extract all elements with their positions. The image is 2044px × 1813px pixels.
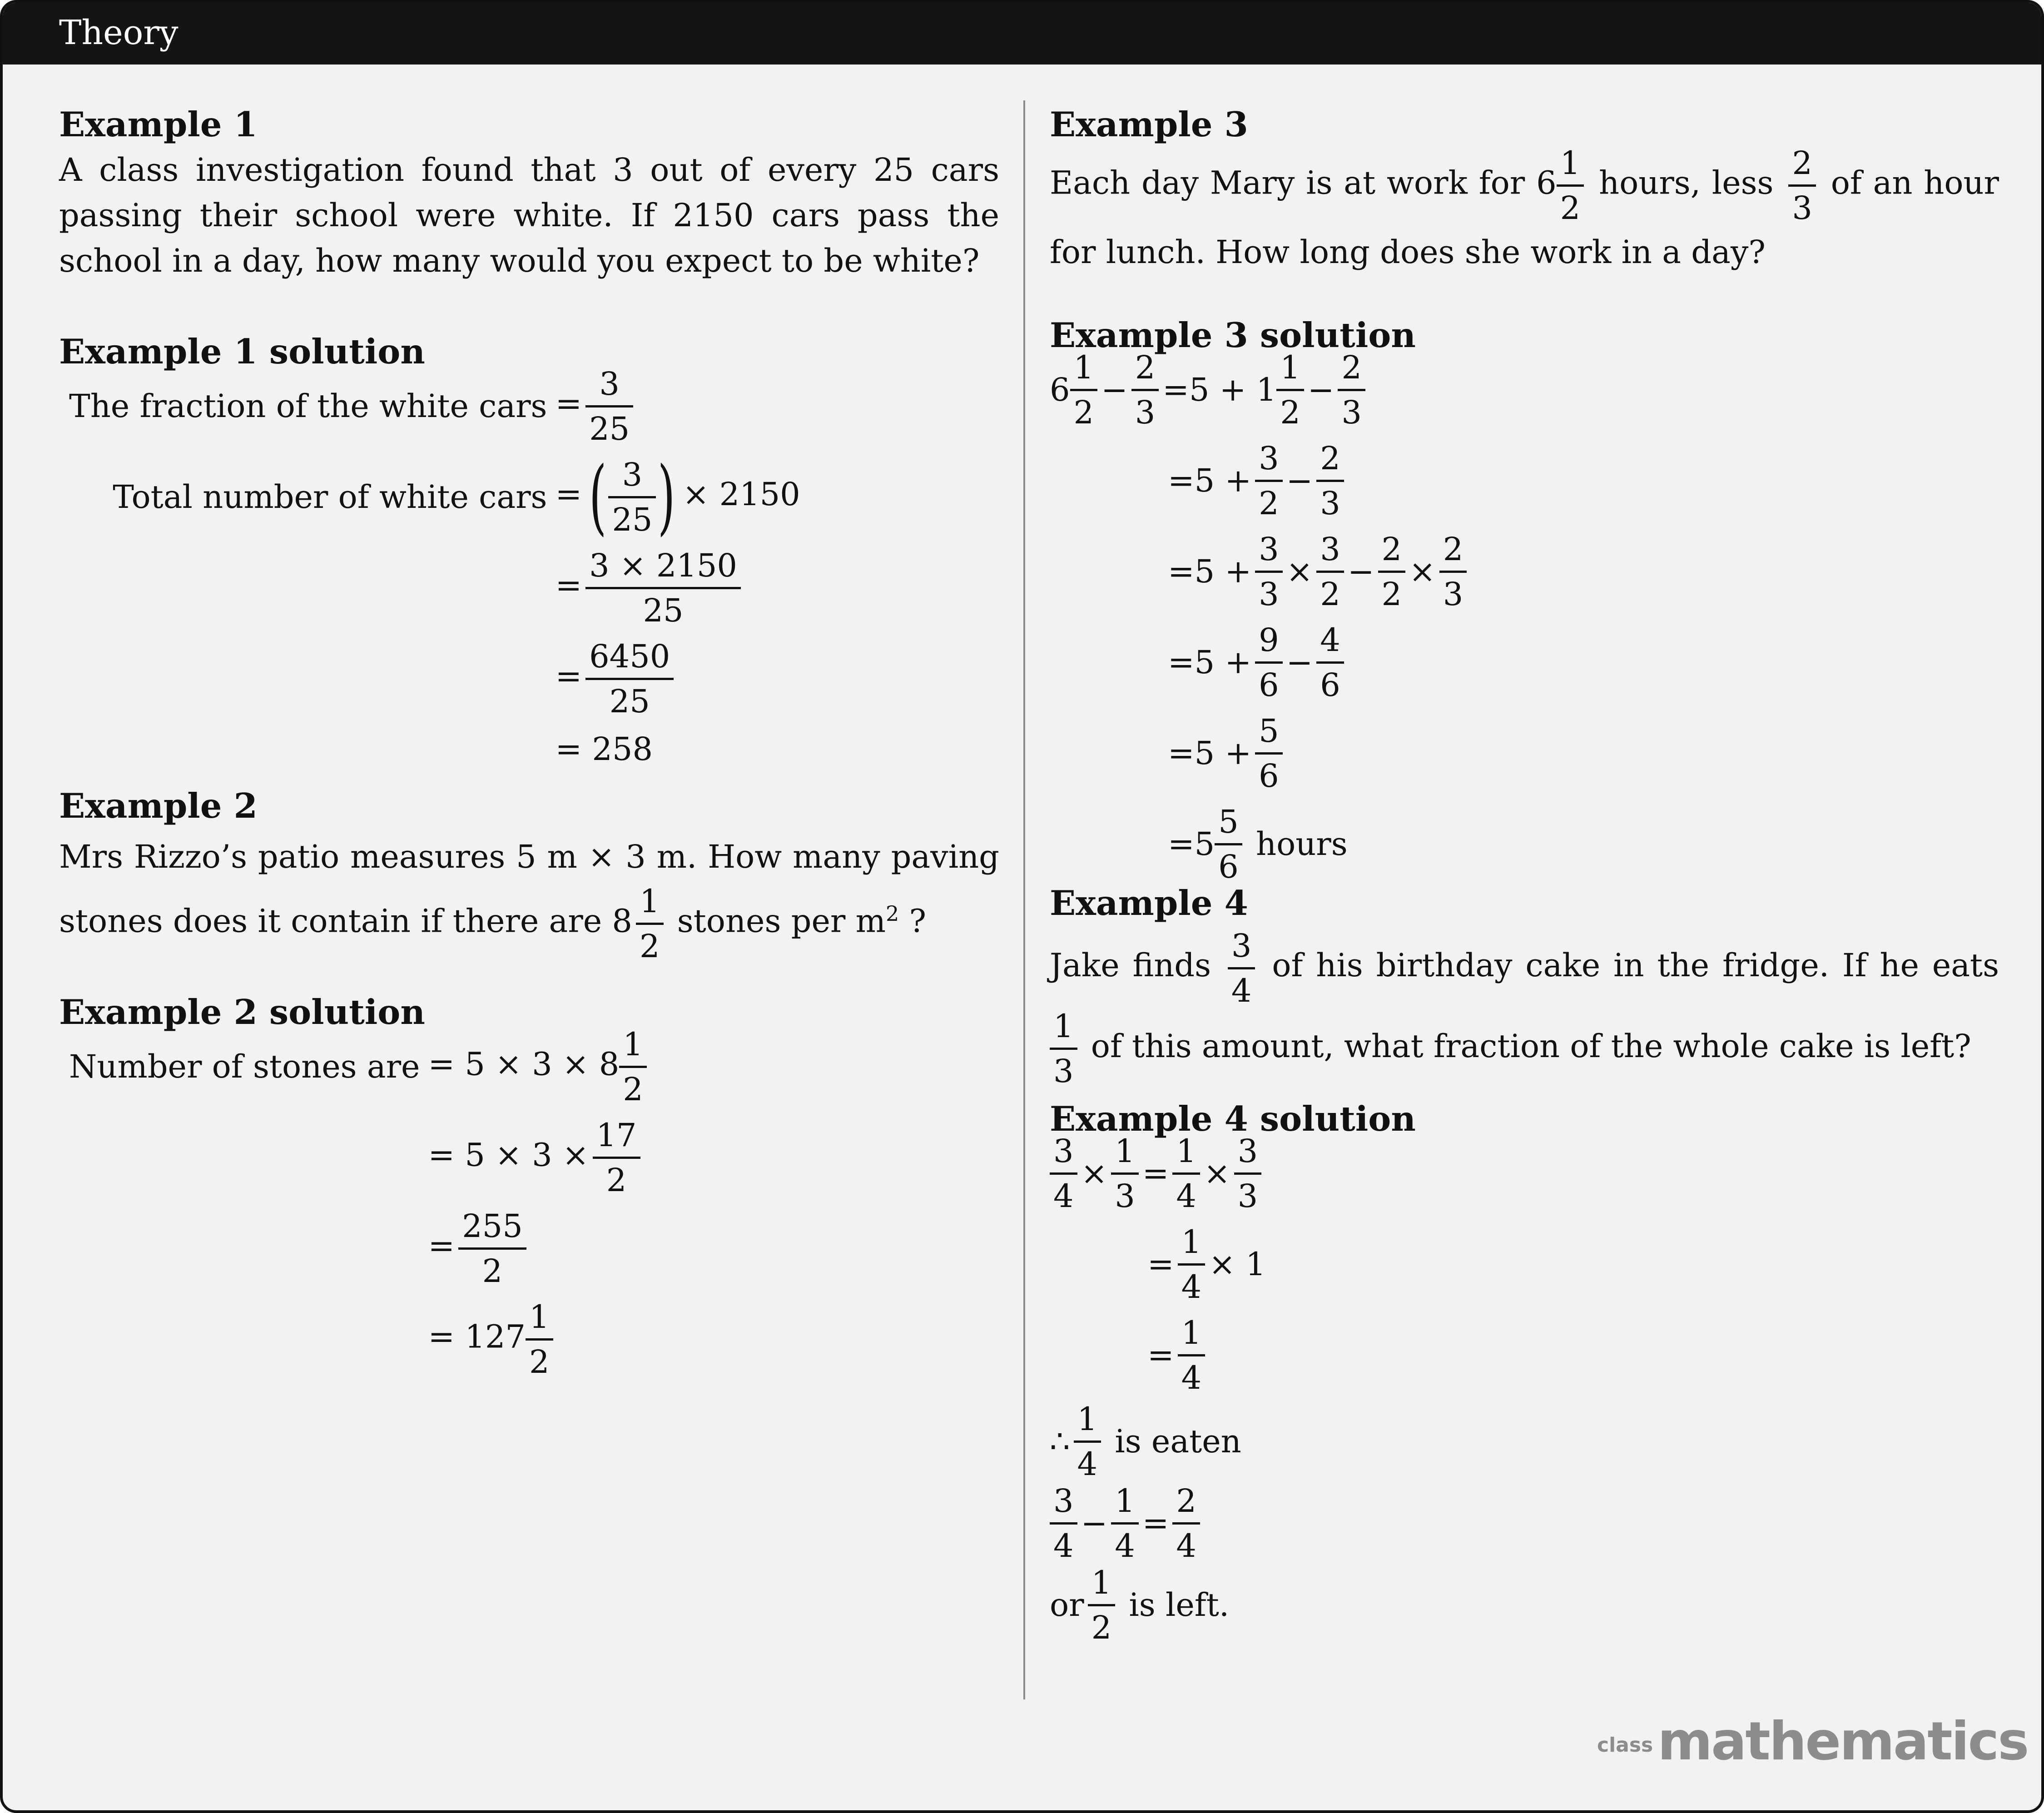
example2-text: Mrs Rizzo’s patio measures 5 m × 3 m. How many paving stones does it contain if there are 8 $\frac{1}{2}$ stones per $m^2$ ? — [59, 838, 999, 965]
example4-text: Jake finds $\frac{3}{4}$ of his birthday cake in the fridge. If he eats $\frac{1}{3}$ of this amount, what fraction of the whole cake is left? — [1050, 927, 1999, 1090]
example4-heading: Example 4 — [1050, 883, 1248, 923]
example3-solution: 6 $\frac{1}{2}$ − $\frac{2}{3}$ =5 + 1 $\frac{1}{2}$ − $\frac{2}{3}$ =5 + $\frac{3}{2}$ − $\frac{2}{3}$ =5 + $\frac{3}{3}$ × $\frac{3}{2}$ − $\frac{2}{2}$ × $\frac{2}{3}$ =5 + $\frac{9}{6}$ − $\frac{4}{6}$ =5 + $\frac{5}{6}$ =5 $\frac{5}{6}$ hours — [1050, 344, 1999, 889]
example1-result: = 258 — [555, 730, 653, 768]
example2-solution: Number of stones are = 5 × 3 × 8 $\frac{1}{2}$ = 5 × 3 × $\frac{17}{2}$ = $\frac{255}{2}$ = 127 $\frac{1}{2}$ — [69, 1021, 650, 1385]
left-column — [59, 102, 999, 1385]
stones-label: Number of stones are — [69, 1048, 420, 1085]
right-column — [1050, 102, 1999, 1646]
example3-result: =5 $\frac{5}{6}$ hours — [1168, 803, 1348, 885]
total-label: Total number of white cars — [113, 478, 547, 516]
example4-solution: $\frac{3}{4}$ × $\frac{1}{3}$ = $\frac{1}{4}$ × $\frac{3}{3}$ = $\frac{1}{4}$ × 1 = $\frac{1}{4}$ ∴ $\frac{1}{4}$ is eaten $\frac{3}{4}$ − $\frac{1}{4}$ = $\frac{2}{4}$ or $\frac{1}{2}$ is left. — [1050, 1128, 1999, 1646]
example3-heading: Example 3 — [1050, 104, 1248, 144]
example3-text: Each day Mary is at work for 6 $\frac{1}{2}$ hours, less $\frac{2}{3}$ of an hour for lunch. How long does she work in a day? — [1050, 144, 1999, 271]
example4-result: or $\frac{1}{2}$ is left. — [1050, 1564, 1230, 1646]
column-divider — [1023, 100, 1025, 1699]
example1-heading: Example 1 — [59, 104, 258, 144]
example2-result: = 127 $\frac{1}{2}$ — [428, 1294, 650, 1385]
example1-text: A class investigation found that 3 out of every 25 cars passing their school were white. If 2150 cars pass the school in a day, how many would you expect to be white? — [59, 151, 999, 279]
class-mathematics-logo: classmathematics — [1597, 1711, 2028, 1772]
example2-heading: Example 2 — [59, 786, 258, 826]
panel-title: Theory — [59, 13, 179, 52]
example3-solution-heading: Example 3 solution — [1050, 315, 1416, 355]
example4-solution-heading: Example 4 solution — [1050, 1099, 1416, 1139]
example1-solution-heading: Example 1 solution — [59, 332, 425, 372]
example2-solution-heading: Example 2 solution — [59, 992, 425, 1032]
example1-solution: The fraction of the white cars = $\frac{3}{25}$ Total number of white cars =( $\frac{3}{25}$ ) × 2150 = $\frac{3 \times 2150}{25}$ = $\frac{6450}{25}$ = 258 — [69, 361, 800, 774]
title-bar — [3, 3, 2041, 65]
fraction-label: The fraction of the white cars — [69, 387, 547, 425]
